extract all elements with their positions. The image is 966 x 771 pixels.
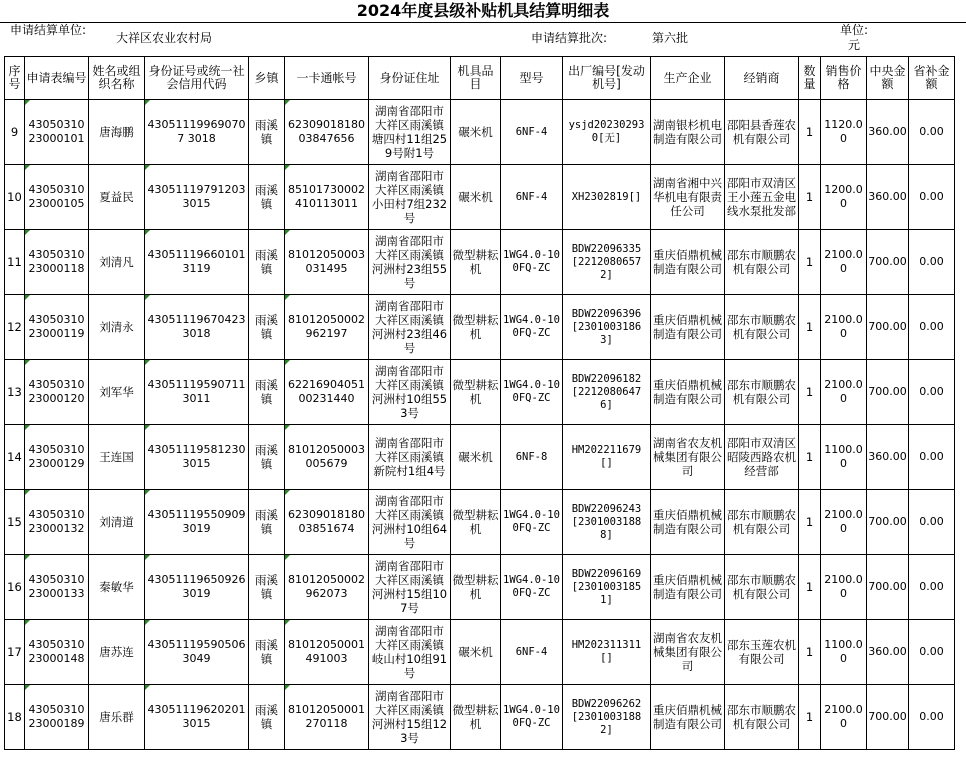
cell-serial-no: XH2302819[] [563,165,651,230]
cell-address: 湖南省邵阳市大祥区雨溪镇塘四村11组259号附1号 [369,100,451,165]
cell-central-amount: 700.00 [867,230,909,295]
cell-manufacturer: 重庆佰鼎机械制造有限公司 [651,555,725,620]
batch-value: 第六批 [652,31,689,45]
table-row [5,685,955,750]
cell-sale-price: 1100.00 [821,620,867,685]
cell-account-no: 85101730002 410113011 [285,165,369,230]
cell-central-amount: 360.00 [867,100,909,165]
cell-serial-no: BDW22096243 [2301003188 8] [563,490,651,555]
cell-manufacturer: 重庆佰鼎机械制造有限公司 [651,295,725,360]
cell-machine-category: 碾米机 [451,425,501,490]
cell-town: 雨溪镇 [249,555,285,620]
cell-dealer: 邵东市顺鹏农机有限公司 [725,360,799,425]
cell-manufacturer: 重庆佰鼎机械制造有限公司 [651,685,725,750]
cell-serial-no: BDW22096169 [2301003185 1] [563,555,651,620]
cell-province-amount: 0.00 [909,360,955,425]
table-row [5,295,955,360]
cell-model: 6NF-4 [501,100,563,165]
cell-name: 刘军华 [89,360,145,425]
cell-manufacturer: 湖南省农友机械集团有限公司 [651,425,725,490]
cell-province-amount: 0.00 [909,165,955,230]
cell-address: 湖南省邵阳市大祥区雨溪镇河洲村23组55号 [369,230,451,295]
col-header: 生产企业 [651,57,725,100]
cell-sale-price: 2100.00 [821,685,867,750]
table-row [5,165,955,230]
cell-id-number: 430511196509263019 [145,555,249,620]
col-header: 机具品目 [451,57,501,100]
report-header [0,22,966,57]
cell-model: 1WG4.0-100FQ-ZC [501,295,563,360]
table-header-row [5,57,955,100]
cell-id-number: 430511195509093019 [145,490,249,555]
cell-machine-category: 微型耕耘机 [451,490,501,555]
cell-sale-price: 2100.00 [821,490,867,555]
cell-town: 雨溪镇 [249,295,285,360]
cell-machine-category: 微型耕耘机 [451,555,501,620]
cell-town: 雨溪镇 [249,100,285,165]
cell-id-number: 430511196601013119 [145,230,249,295]
col-header: 一卡通帐号 [285,57,369,100]
cell-province-amount: 0.00 [909,555,955,620]
cell-id-number: 430511196202013015 [145,685,249,750]
settlement-table [4,56,955,750]
cell-dealer: 邵阳县香莲农机有限公司 [725,100,799,165]
cell-town: 雨溪镇 [249,230,285,295]
cell-manufacturer: 重庆佰鼎机械制造有限公司 [651,490,725,555]
cell-serial-no: BDW22096262 [2301003188 2] [563,685,651,750]
cell-machine-category: 碾米机 [451,165,501,230]
cell-manufacturer: 湖南银杉机电制造有限公司 [651,100,725,165]
cell-dealer: 邵阳市双清区王小莲五金电线水泵批发部 [725,165,799,230]
cell-province-amount: 0.00 [909,620,955,685]
cell-machine-category: 微型耕耘机 [451,360,501,425]
cell-sale-price: 2100.00 [821,230,867,295]
col-header: 销售价格 [821,57,867,100]
cell-quantity: 1 [799,490,821,555]
cell-address: 湖南省邵阳市大祥区雨溪镇河洲村10组64号 [369,490,451,555]
cell-dealer: 邵阳市双清区昭陵西路农机经营部 [725,425,799,490]
cell-quantity: 1 [799,555,821,620]
cell-seq: 17 [5,620,25,685]
col-header: 申请表编号 [25,57,89,100]
cell-model: 1WG4.0-100FQ-ZC [501,490,563,555]
cell-machine-category: 微型耕耘机 [451,685,501,750]
cell-dealer: 邵东玉莲农机有限公司 [725,620,799,685]
table-row [5,555,955,620]
cell-machine-category: 微型耕耘机 [451,295,501,360]
cell-sale-price: 1200.00 [821,165,867,230]
cell-application-no: 4305031023000189 [25,685,89,750]
cell-name: 秦敏华 [89,555,145,620]
cell-dealer: 邵东市顺鹏农机有限公司 [725,555,799,620]
cell-sale-price: 1100.00 [821,425,867,490]
cell-application-no: 4305031023000119 [25,295,89,360]
cell-dealer: 邵东市顺鹏农机有限公司 [725,490,799,555]
cell-dealer: 邵东市顺鹏农机有限公司 [725,230,799,295]
cell-quantity: 1 [799,620,821,685]
cell-account-no: 62309018180 03851674 [285,490,369,555]
cell-address: 湖南省邵阳市大祥区雨溪镇河洲村10组553号 [369,360,451,425]
cell-account-no: 81012050001 270118 [285,685,369,750]
cell-account-no: 62309018180 03847656 [285,100,369,165]
table-row [5,100,955,165]
cell-application-no: 4305031023000105 [25,165,89,230]
cell-serial-no: HM202211679 [] [563,425,651,490]
col-header: 序号 [5,57,25,100]
cell-name: 唐苏连 [89,620,145,685]
col-header: 数量 [799,57,821,100]
cell-seq: 12 [5,295,25,360]
cell-serial-no: ysjd20230293 0[无] [563,100,651,165]
col-header: 经销商 [725,57,799,100]
cell-model: 6NF-8 [501,425,563,490]
cell-id-number: 430511196704233018 [145,295,249,360]
batch-label: 申请结算批次: [531,31,608,45]
cell-name: 刘清道 [89,490,145,555]
cell-central-amount: 700.00 [867,360,909,425]
table-row [5,230,955,295]
cell-account-no: 81012050002 962073 [285,555,369,620]
cell-seq: 16 [5,555,25,620]
col-header: 型号 [501,57,563,100]
table-row [5,360,955,425]
cell-sale-price: 1120.00 [821,100,867,165]
cell-seq: 18 [5,685,25,750]
cell-id-number: 430511195905063049 [145,620,249,685]
col-header: 出厂编号[发动机号] [563,57,651,100]
cell-manufacturer: 重庆佰鼎机械制造有限公司 [651,230,725,295]
col-header: 身份证号或统一社会信用代码 [145,57,249,100]
cell-model: 1WG4.0-100FQ-ZC [501,685,563,750]
cell-province-amount: 0.00 [909,490,955,555]
cell-quantity: 1 [799,100,821,165]
cell-model: 1WG4.0-100FQ-ZC [501,360,563,425]
cell-central-amount: 700.00 [867,295,909,360]
col-header: 乡镇 [249,57,285,100]
cell-account-no: 81012050002 962197 [285,295,369,360]
cell-central-amount: 700.00 [867,555,909,620]
table-row [5,620,955,685]
cell-model: 6NF-4 [501,165,563,230]
cell-name: 刘清凡 [89,230,145,295]
cell-seq: 10 [5,165,25,230]
cell-name: 夏益民 [89,165,145,230]
cell-seq: 13 [5,360,25,425]
cell-town: 雨溪镇 [249,620,285,685]
cell-account-no: 81012050001 491003 [285,620,369,685]
cell-address: 湖南省邵阳市大祥区雨溪镇小田村7组232号 [369,165,451,230]
cell-central-amount: 360.00 [867,425,909,490]
cell-quantity: 1 [799,425,821,490]
cell-town: 雨溪镇 [249,685,285,750]
cell-town: 雨溪镇 [249,360,285,425]
page-title: 2024年度县级补贴机具结算明细表 [356,1,610,20]
cell-central-amount: 700.00 [867,685,909,750]
cell-quantity: 1 [799,230,821,295]
cell-manufacturer: 重庆佰鼎机械制造有限公司 [651,360,725,425]
cell-seq: 15 [5,490,25,555]
cell-account-no: 62216904051 00231440 [285,360,369,425]
cell-town: 雨溪镇 [249,165,285,230]
cell-quantity: 1 [799,360,821,425]
cell-address: 湖南省邵阳市大祥区雨溪镇河洲村15组107号 [369,555,451,620]
cell-dealer: 邵东市顺鹏农机有限公司 [725,295,799,360]
cell-quantity: 1 [799,295,821,360]
cell-sale-price: 2100.00 [821,295,867,360]
cell-machine-category: 微型耕耘机 [451,230,501,295]
cell-dealer: 邵东市顺鹏农机有限公司 [725,685,799,750]
cell-seq: 14 [5,425,25,490]
cell-province-amount: 0.00 [909,685,955,750]
cell-address: 湖南省邵阳市大祥区雨溪镇河洲村23组46号 [369,295,451,360]
cell-central-amount: 700.00 [867,490,909,555]
col-header: 省补金额 [909,57,955,100]
cell-name: 王连国 [89,425,145,490]
unit-label: 申请结算单位: [9,23,87,37]
cell-application-no: 4305031023000132 [25,490,89,555]
cell-province-amount: 0.00 [909,295,955,360]
cell-id-number: 430511195907113011 [145,360,249,425]
table-row [5,490,955,555]
cell-manufacturer: 湖南省湘中兴华机电有限责任公司 [651,165,725,230]
cell-central-amount: 360.00 [867,620,909,685]
cell-sale-price: 2100.00 [821,555,867,620]
cell-town: 雨溪镇 [249,490,285,555]
unit-value: 大祥区农业农村局 [116,31,213,45]
cell-application-no: 4305031023000129 [25,425,89,490]
cell-name: 刘清永 [89,295,145,360]
cell-seq: 9 [5,100,25,165]
cell-address: 湖南省邵阳市大祥区雨溪镇新院村1组4号 [369,425,451,490]
col-header: 中央金额 [867,57,909,100]
cell-province-amount: 0.00 [909,100,955,165]
col-header: 姓名或组织名称 [89,57,145,100]
cell-serial-no: BDW22096182 [2212080647 6] [563,360,651,425]
cell-town: 雨溪镇 [249,425,285,490]
cell-application-no: 4305031023000148 [25,620,89,685]
cell-province-amount: 0.00 [909,425,955,490]
table-row [5,425,955,490]
cell-province-amount: 0.00 [909,230,955,295]
cell-model: 6NF-4 [501,620,563,685]
currency-label: 单位:元 [839,23,869,52]
cell-name: 唐乐群 [89,685,145,750]
cell-quantity: 1 [799,685,821,750]
cell-address: 湖南省邵阳市大祥区雨溪镇岐山村10组91号 [369,620,451,685]
cell-machine-category: 碾米机 [451,100,501,165]
cell-serial-no: HM202311311 [] [563,620,651,685]
cell-model: 1WG4.0-100FQ-ZC [501,555,563,620]
cell-serial-no: BDW22096335 [2212080657 2] [563,230,651,295]
cell-seq: 11 [5,230,25,295]
cell-quantity: 1 [799,165,821,230]
col-header: 身份证住址 [369,57,451,100]
cell-sale-price: 2100.00 [821,360,867,425]
cell-serial-no: BDW22096396 [2301003186 3] [563,295,651,360]
cell-name: 唐海鹏 [89,100,145,165]
cell-central-amount: 360.00 [867,165,909,230]
cell-address: 湖南省邵阳市大祥区雨溪镇河洲村15组123号 [369,685,451,750]
cell-machine-category: 碾米机 [451,620,501,685]
cell-account-no: 81012050003 005679 [285,425,369,490]
cell-application-no: 4305031023000120 [25,360,89,425]
cell-account-no: 81012050003 031495 [285,230,369,295]
cell-id-number: 430511195812303015 [145,425,249,490]
cell-application-no: 4305031023000133 [25,555,89,620]
cell-id-number: 430511199690707 3018 [145,100,249,165]
cell-manufacturer: 湖南省农友机械集团有限公司 [651,620,725,685]
cell-model: 1WG4.0-100FQ-ZC [501,230,563,295]
cell-id-number: 430511197912033015 [145,165,249,230]
cell-application-no: 4305031023000118 [25,230,89,295]
cell-application-no: 4305031023000101 [25,100,89,165]
